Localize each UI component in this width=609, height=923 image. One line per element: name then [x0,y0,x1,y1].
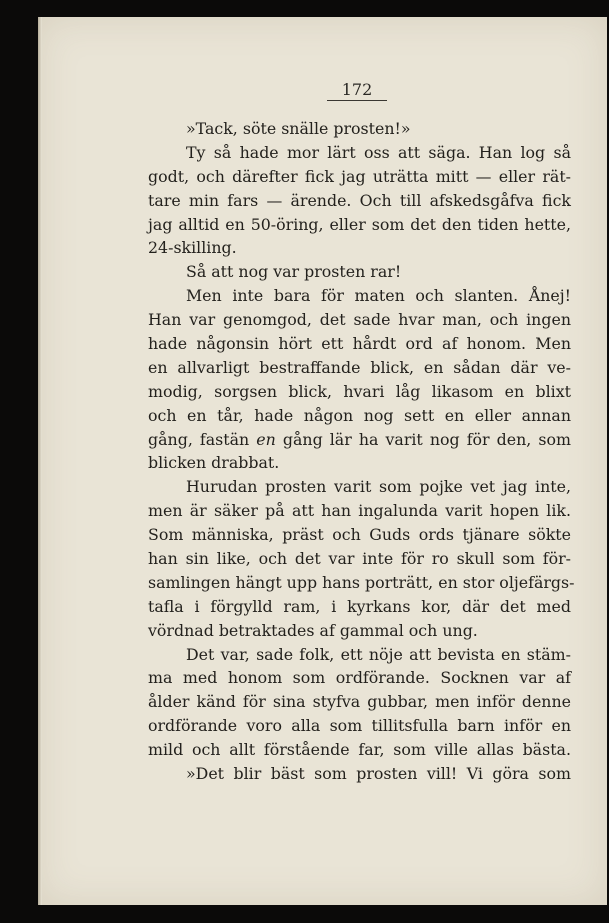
page-binding-edge [38,17,42,905]
text-line: samlingen hängt upp hans porträtt, en stor oljefärgs- [148,572,575,592]
page-body-text [148,117,575,786]
text-line: »Det blir bäst som prosten vill! Vi göra som [186,764,571,784]
text-line: en allvarligt bestraffande blick, en sådan där ve- [148,357,571,377]
text-line: Så att nog var prosten rar! [186,262,402,282]
text-line: jag alltid en 50-öring, eller som det den tiden hette, [148,214,571,234]
page-number: 172 [327,80,387,101]
text-line: Som människa, präst och Guds ords tjänare sökte [148,525,571,545]
text-line: tare min fars — ärende. Och till afskedsgåfva fick [148,190,571,210]
text-line: Ty så hade mor lärt oss att säga. Han log så [186,142,571,162]
text-line: Det var, sade folk, ett nöje att bevista en stäm- [186,644,571,664]
text-line: tafla i förgylld ram, i kyrkans kor, där det med [148,596,571,616]
text-line: Han var genomgod, det sade hvar man, och ingen [148,310,571,330]
text-line: godt, och därefter fick jag uträtta mitt — eller rät- [148,166,571,186]
text-line: ordförande voro alla som tillitsfulla barn inför en [148,716,571,736]
text-line: mild och allt förstående far, som ville allas bästa. [148,740,571,760]
text-line: men är säker på att han ingalunda varit hopen lik. [148,501,571,521]
text-line: vördnad betraktades af gammal och ung. [148,620,478,640]
text-line: han sin like, och det var inte för ro skull som för- [148,549,571,569]
text-line: gång, fastän en gång lär ha varit nog för den, som [148,429,571,449]
text-line: hade någonsin hört ett hårdt ord af honom. Men [148,334,571,354]
text-line: Men inte bara för maten och slanten. Ånej! [186,286,571,306]
emphasized-word: en [256,429,276,449]
text-line: och en tår, hade någon nog sett en eller annan [148,405,571,425]
text-line: ålder känd för sina styfva gubbar, men inför denne [148,692,571,712]
text-line: 24-skilling. [148,238,237,258]
text-line: blicken drabbat. [148,453,280,473]
text-line: Hurudan prosten varit som pojke vet jag inte, [186,477,571,497]
text-line: ma med honom som ordförande. Socknen var af [148,668,571,688]
text-line: »Tack, söte snälle prosten!» [186,119,411,138]
text-line: modig, sorgsen blick, hvari låg likasom en blixt [148,381,571,401]
